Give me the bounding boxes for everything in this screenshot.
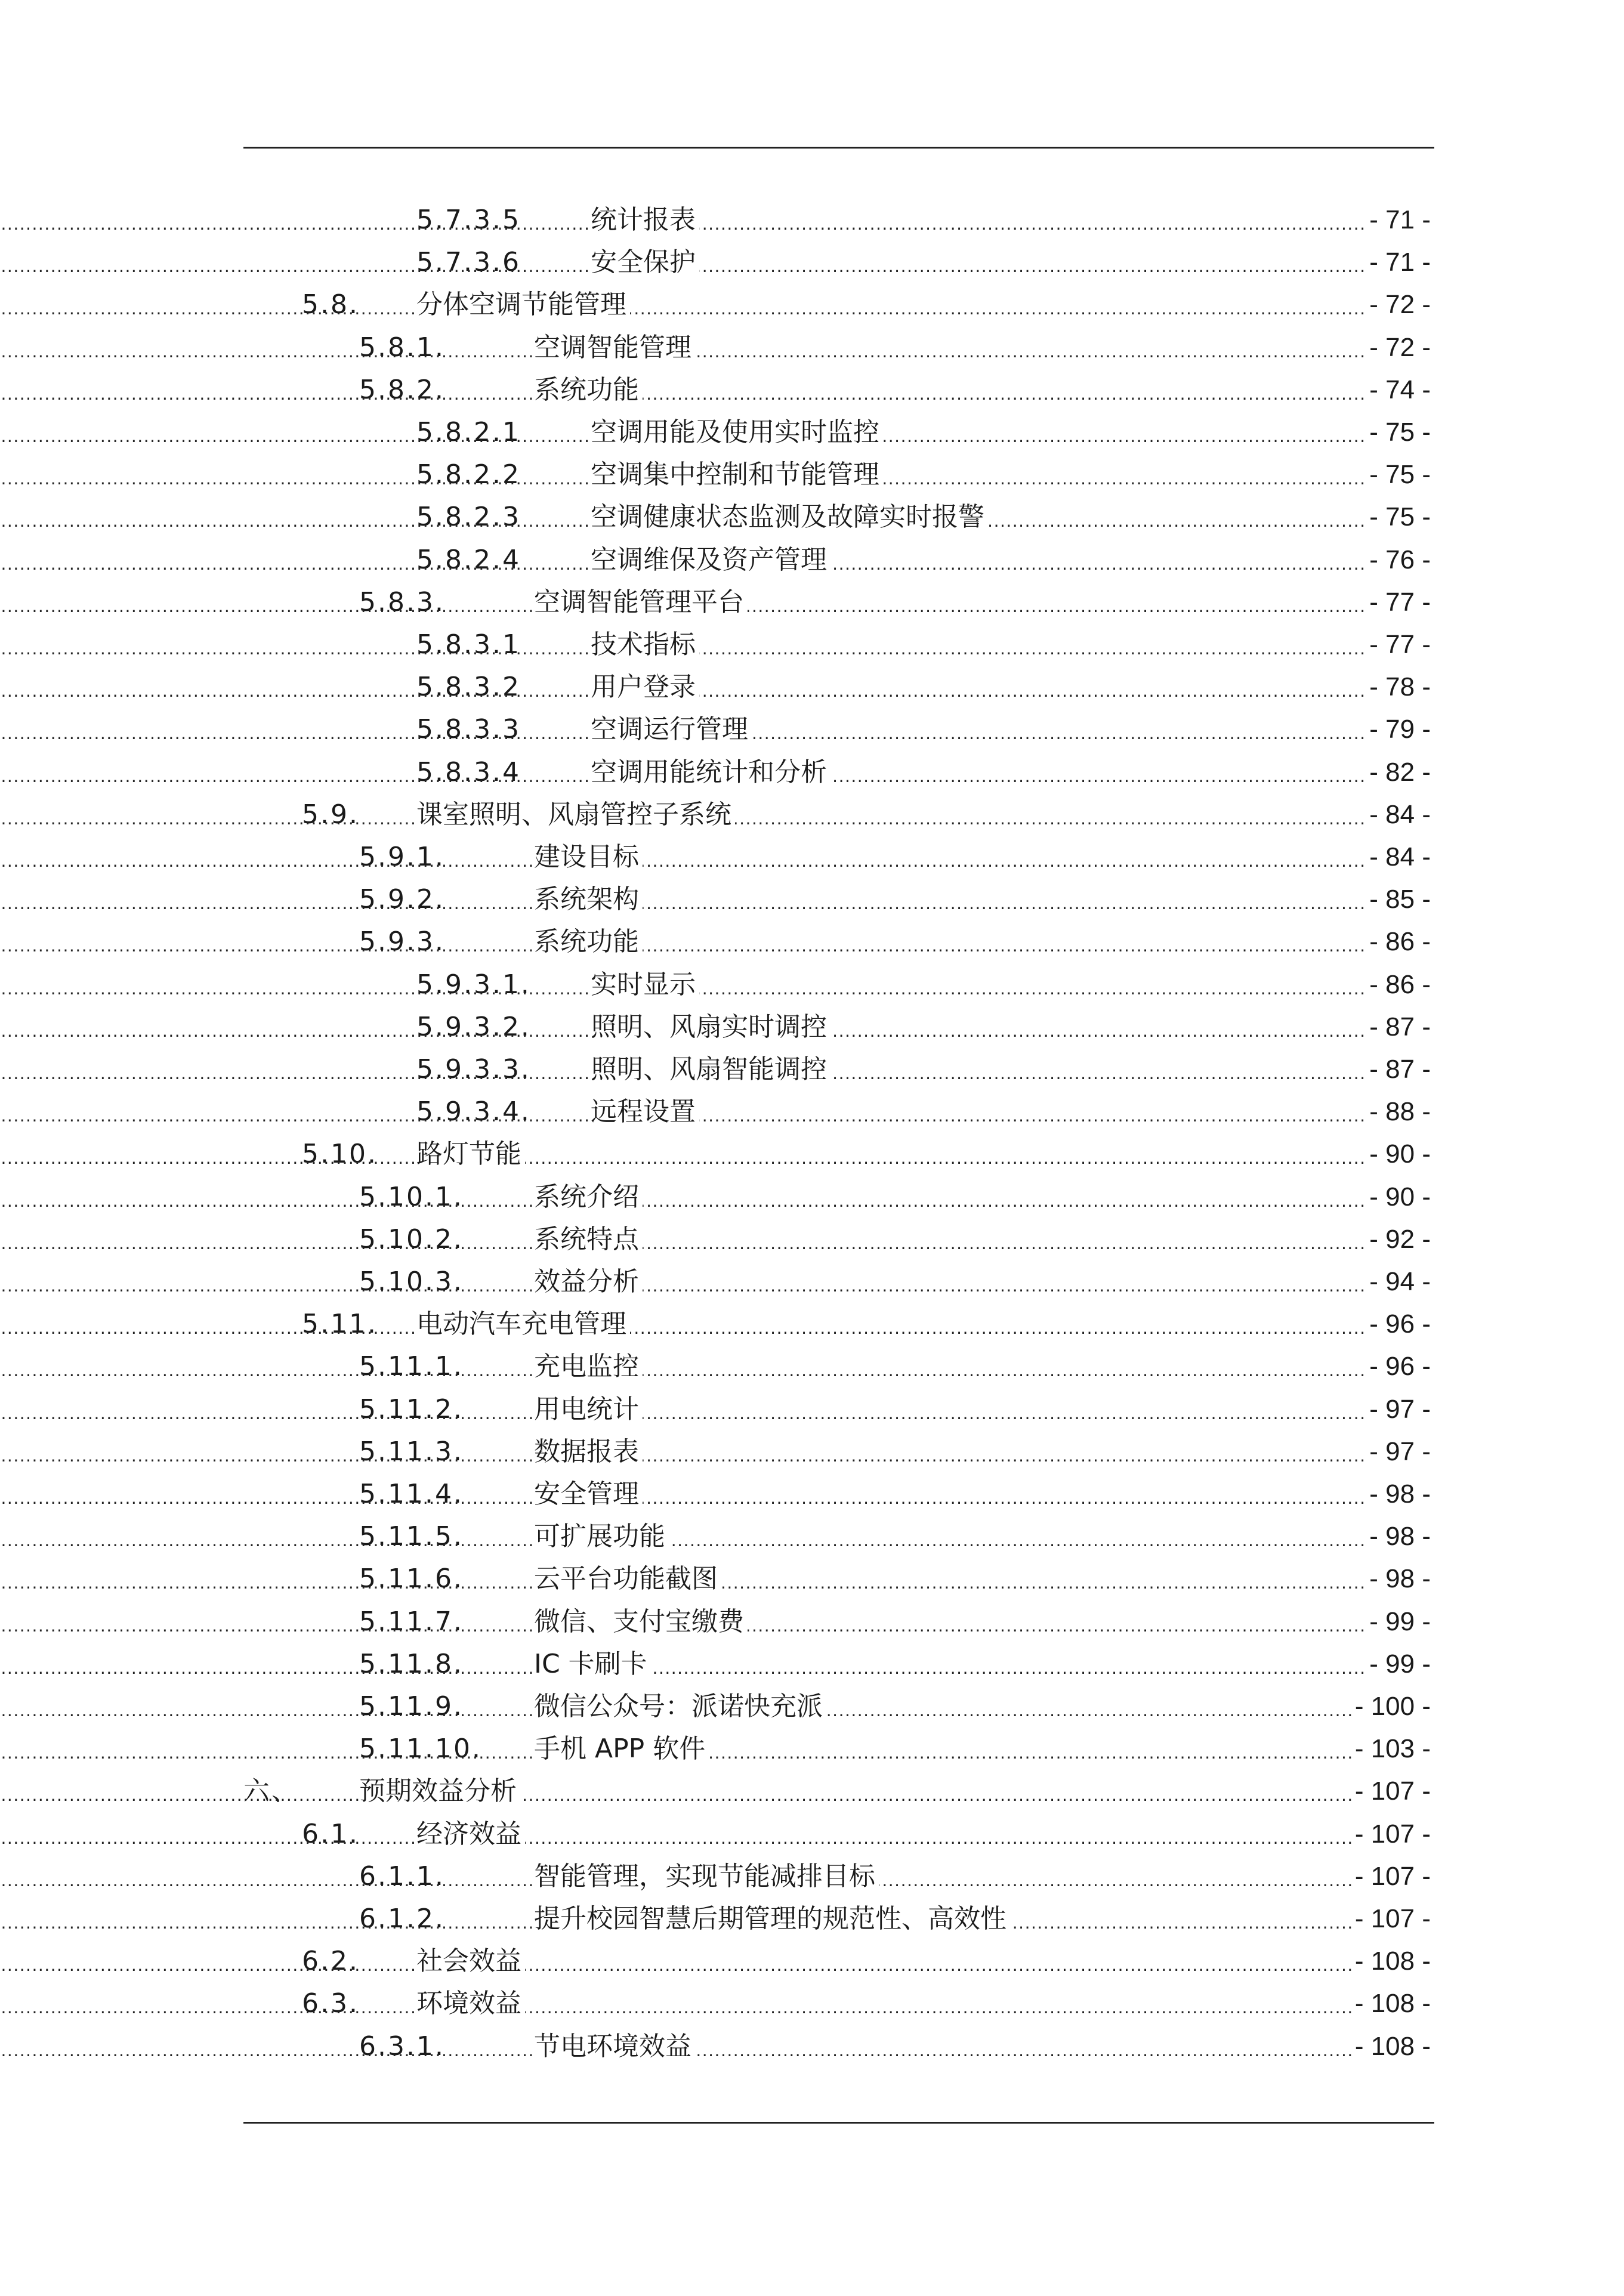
toc-entry-title: 空调用能统计和分析 <box>591 751 830 793</box>
header-rule <box>243 147 1434 149</box>
toc-entry-number: 5.8.2.1 <box>416 417 521 447</box>
toc-entry-title: 空调健康状态监测及故障实时报警 <box>591 496 988 538</box>
dot-leader <box>0 369 1372 411</box>
dot-leader <box>0 1940 1372 1982</box>
toc-entry-title: 课室照明、风扇管控子系统 <box>416 793 735 836</box>
toc-entry-page: - 82 - <box>1366 751 1431 793</box>
toc-entry-title: 用户登录 <box>591 666 699 708</box>
toc-entry-number: 6.1.2. <box>359 1903 445 1934</box>
toc-entry-number: 5.11.5. <box>359 1521 464 1552</box>
toc-entry[interactable] <box>0 751 1624 793</box>
toc-entry[interactable] <box>0 1898 1624 1940</box>
toc-entry-page: - 86 - <box>1366 920 1431 963</box>
toc-entry-title: 节电环境效益 <box>534 2025 695 2068</box>
toc-entry-title: 手机 APP 软件 <box>534 1728 709 1770</box>
toc-entry-page: - 86 - <box>1366 963 1431 1006</box>
toc-entry-title: 智能管理，实现节能减排目标 <box>534 1855 879 1898</box>
toc-entry-number: 5.8.3.3 <box>416 714 521 745</box>
toc-entry[interactable] <box>0 878 1624 920</box>
toc-entry-title: IC 卡刷卡 <box>534 1643 651 1685</box>
toc-entry-page: - 97 - <box>1366 1388 1431 1430</box>
toc-entry-number: 6.2. <box>302 1946 359 1977</box>
dot-leader <box>0 1982 1372 2025</box>
toc-entry[interactable] <box>0 1855 1624 1898</box>
toc-entry-title: 远程设置 <box>591 1090 699 1133</box>
toc-entry-page: - 72 - <box>1366 283 1431 326</box>
toc-entry-number: 6.1.1. <box>359 1861 445 1892</box>
toc-entry-page: - 100 - <box>1351 1685 1431 1728</box>
toc-entry-number: 6.3. <box>302 1988 359 2019</box>
toc-entry-title: 统计报表 <box>591 199 699 241</box>
toc-entry[interactable] <box>0 1473 1624 1515</box>
toc-entry-title: 充电监控 <box>534 1345 643 1388</box>
dot-leader <box>0 1770 1372 1812</box>
toc-entry-page: - 98 - <box>1366 1473 1431 1515</box>
toc-entry-title: 数据报表 <box>534 1430 643 1473</box>
toc-entry-page: - 75 - <box>1366 411 1431 453</box>
toc-entry-number: 六、 <box>243 1776 300 1807</box>
toc-entry-title: 照明、风扇实时调控 <box>591 1006 830 1048</box>
toc-entry-title: 空调运行管理 <box>591 708 752 750</box>
toc-entry-number: 5.9.3.1. <box>416 969 531 1000</box>
toc-entry-page: - 71 - <box>1366 241 1431 283</box>
toc-entry-page: - 108 - <box>1351 1940 1431 1982</box>
toc-entry-title: 分体空调节能管理 <box>416 283 630 326</box>
toc-entry-page: - 84 - <box>1366 836 1431 878</box>
toc-entry-page: - 75 - <box>1366 496 1431 538</box>
toc-entry-page: - 72 - <box>1366 326 1431 369</box>
toc-entry-title: 空调智能管理平台 <box>534 581 748 623</box>
toc-entry[interactable] <box>0 1515 1624 1558</box>
toc-entry-page: - 96 - <box>1366 1345 1431 1388</box>
toc-entry-page: - 74 - <box>1366 369 1431 411</box>
toc-entry[interactable] <box>0 1643 1624 1685</box>
toc-entry[interactable] <box>0 283 1624 326</box>
toc-entry-number: 5.11.3. <box>359 1436 464 1467</box>
toc-entry-page: - 107 - <box>1351 1813 1431 1855</box>
toc-entry-number: 5.11.7. <box>359 1606 464 1637</box>
toc-entry-number: 5.11.8. <box>359 1648 464 1679</box>
toc-entry-number: 5.11. <box>302 1309 378 1340</box>
toc-entry-page: - 71 - <box>1366 199 1431 241</box>
toc-entry-number: 5.11.1. <box>359 1351 464 1382</box>
toc-entry-number: 5.9.3.4. <box>416 1096 531 1127</box>
toc-entry-title: 提升校园智慧后期管理的规范性、高效性 <box>534 1898 1010 1940</box>
toc-entry-title: 实时显示 <box>591 963 699 1006</box>
toc-entry-title: 电动汽车充电管理 <box>416 1303 630 1345</box>
toc-entry-page: - 94 - <box>1366 1260 1431 1303</box>
toc-entry[interactable] <box>0 199 1624 241</box>
toc-entry-title: 系统功能 <box>534 369 643 411</box>
toc-entry-number: 5.8.2.4 <box>416 544 521 575</box>
toc-entry[interactable] <box>0 1558 1624 1600</box>
dot-leader <box>0 836 1372 878</box>
toc-entry-page: - 96 - <box>1366 1303 1431 1345</box>
toc-entry-title: 社会效益 <box>416 1940 525 1982</box>
toc-entry-number: 5.11.10. <box>359 1733 482 1765</box>
toc-entry-number: 5.10.1. <box>359 1181 464 1212</box>
toc-entry-number: 5.9. <box>302 799 359 830</box>
dot-leader <box>0 1388 1372 1430</box>
toc-entry-number: 5.11.6. <box>359 1563 464 1594</box>
toc-entry-title: 路灯节能 <box>416 1133 525 1175</box>
toc-entry-number: 5.9.3. <box>359 926 445 957</box>
dot-leader <box>0 1133 1372 1175</box>
toc-entry-title: 空调集中控制和节能管理 <box>591 453 883 496</box>
toc-entry-number: 5.8. <box>302 289 359 320</box>
toc-entry-number: 5.8.2.3 <box>416 502 521 533</box>
toc-entry-page: - 85 - <box>1366 878 1431 920</box>
toc-entry-title: 经济效益 <box>416 1813 525 1855</box>
toc-entry-page: - 92 - <box>1366 1218 1431 1260</box>
toc-entry-page: - 108 - <box>1351 1982 1431 2025</box>
toc-entry[interactable] <box>0 1218 1624 1260</box>
toc-entry-number: 6.1. <box>302 1818 359 1849</box>
toc-entry-number: 5.7.3.6 <box>416 247 521 278</box>
toc-entry[interactable] <box>0 1388 1624 1430</box>
toc-entry-number: 5.11.4. <box>359 1479 464 1509</box>
toc-entry-page: - 98 - <box>1366 1515 1431 1558</box>
toc-entry-page: - 77 - <box>1366 623 1431 666</box>
toc-entry-page: - 90 - <box>1366 1176 1431 1218</box>
toc-entry-title: 效益分析 <box>534 1260 643 1303</box>
toc-entry-number: 5.11.9. <box>359 1691 464 1722</box>
toc-entry-number: 5.8.1. <box>359 332 445 363</box>
dot-leader <box>0 1643 1372 1685</box>
dot-leader <box>0 1176 1372 1218</box>
toc-entry[interactable] <box>0 1600 1624 1643</box>
toc-entry[interactable] <box>0 963 1624 1006</box>
toc-entry-title: 系统功能 <box>534 920 643 963</box>
toc-entry[interactable] <box>0 1982 1624 2025</box>
toc-entry-number: 5.10.3. <box>359 1266 464 1297</box>
toc-entry[interactable] <box>0 1303 1624 1345</box>
toc-entry-page: - 108 - <box>1351 2025 1431 2068</box>
toc-entry-title: 微信、支付宝缴费 <box>534 1600 748 1643</box>
toc-entry-page: - 84 - <box>1366 793 1431 836</box>
toc-entry-page: - 87 - <box>1366 1048 1431 1090</box>
toc-entry-title: 可扩展功能 <box>534 1515 669 1558</box>
toc-entry-number: 5.8.2.2 <box>416 459 521 490</box>
toc-entry-page: - 76 - <box>1366 539 1431 581</box>
toc-entry-title: 系统特点 <box>534 1218 643 1260</box>
toc-entry-number: 5.8.2. <box>359 374 445 405</box>
toc-entry-page: - 97 - <box>1366 1430 1431 1473</box>
toc-entry-title: 建设目标 <box>534 836 643 878</box>
toc-entry[interactable] <box>0 1048 1624 1090</box>
toc-entry-page: - 99 - <box>1366 1600 1431 1643</box>
dot-leader <box>0 1813 1372 1855</box>
toc-entry[interactable] <box>0 241 1624 283</box>
toc-entry[interactable] <box>0 1260 1624 1303</box>
toc-entry[interactable] <box>0 1430 1624 1473</box>
toc-entry[interactable] <box>0 1685 1624 1728</box>
toc-entry[interactable] <box>0 1090 1624 1133</box>
toc-entry[interactable] <box>0 666 1624 708</box>
toc-entry-number: 5.8.3. <box>359 586 445 617</box>
dot-leader <box>0 1303 1372 1345</box>
toc-entry[interactable] <box>0 1728 1624 1770</box>
toc-entry-title: 空调用能及使用实时监控 <box>591 411 883 453</box>
toc-entry-page: - 77 - <box>1366 581 1431 623</box>
toc-entry-number: 5.8.3.2 <box>416 672 521 703</box>
toc-entry[interactable] <box>0 496 1624 538</box>
toc-entry-title: 用电统计 <box>534 1388 643 1430</box>
toc-entry[interactable] <box>0 453 1624 496</box>
toc-entry-number: 5.9.3.3. <box>416 1054 531 1084</box>
toc-entry[interactable] <box>0 623 1624 666</box>
toc-entry-page: - 90 - <box>1366 1133 1431 1175</box>
toc-entry[interactable] <box>0 836 1624 878</box>
toc-entry-number: 5.8.3.1 <box>416 629 521 660</box>
toc-entry-title: 预期效益分析 <box>359 1770 520 1812</box>
toc-entry-page: - 107 - <box>1351 1855 1431 1898</box>
toc-entry[interactable] <box>0 411 1624 453</box>
toc-entry-page: - 78 - <box>1366 666 1431 708</box>
toc-entry[interactable] <box>0 1133 1624 1175</box>
dot-leader <box>0 878 1372 920</box>
toc-entry-page: - 107 - <box>1351 1770 1431 1812</box>
toc-entry-number: 5.11.2. <box>359 1393 464 1424</box>
toc-entry[interactable] <box>0 1940 1624 1982</box>
toc-entry[interactable] <box>0 1813 1624 1855</box>
toc-entry-page: - 87 - <box>1366 1006 1431 1048</box>
toc-entry-page: - 75 - <box>1366 453 1431 496</box>
dot-leader <box>0 1515 1372 1558</box>
toc-entry-page: - 98 - <box>1366 1558 1431 1600</box>
toc-entry-title: 安全保护 <box>591 241 699 283</box>
toc-entry[interactable] <box>0 708 1624 750</box>
toc-entry[interactable] <box>0 1345 1624 1388</box>
dot-leader <box>0 283 1372 326</box>
toc-entry-page: - 99 - <box>1366 1643 1431 1685</box>
dot-leader <box>0 1430 1372 1473</box>
toc-entry[interactable] <box>0 369 1624 411</box>
toc-entry-title: 微信公众号：派诺快充派 <box>534 1685 826 1728</box>
toc-entry[interactable] <box>0 1006 1624 1048</box>
toc-entry-number: 5.9.1. <box>359 842 445 872</box>
toc-entry-title: 空调智能管理 <box>534 326 695 369</box>
toc-entry[interactable] <box>0 793 1624 836</box>
dot-leader <box>0 920 1372 963</box>
toc-entry[interactable] <box>0 581 1624 623</box>
toc-entry-title: 技术指标 <box>591 623 699 666</box>
toc-entry-title: 云平台功能截图 <box>534 1558 721 1600</box>
toc-entry[interactable] <box>0 920 1624 963</box>
toc-entry-page: - 79 - <box>1366 708 1431 750</box>
toc-entry-title: 安全管理 <box>534 1473 643 1515</box>
toc-entry-page: - 107 - <box>1351 1898 1431 1940</box>
toc-entry-number: 6.3.1. <box>359 2031 445 2062</box>
toc-entry-page: - 103 - <box>1351 1728 1431 1770</box>
toc-entry[interactable] <box>0 1176 1624 1218</box>
toc-entry-page: - 88 - <box>1366 1090 1431 1133</box>
toc-entry[interactable] <box>0 326 1624 369</box>
toc-entry-title: 环境效益 <box>416 1982 525 2025</box>
toc-entry-number: 5.10. <box>302 1139 378 1170</box>
toc-entry-number: 5.7.3.5 <box>416 205 521 235</box>
toc-entry-number: 5.9.3.2. <box>416 1011 531 1042</box>
toc-entry-number: 5.8.3.4 <box>416 756 521 787</box>
dot-leader <box>0 1345 1372 1388</box>
toc-entry-title: 系统介绍 <box>534 1176 643 1218</box>
toc-entry[interactable] <box>0 1770 1624 1812</box>
dot-leader <box>0 1218 1372 1260</box>
toc-entry-number: 5.10.2. <box>359 1223 464 1254</box>
toc-entry[interactable] <box>0 2025 1624 2068</box>
toc-entry-title: 空调维保及资产管理 <box>591 539 830 581</box>
toc-entry-title: 系统架构 <box>534 878 643 920</box>
toc-entry[interactable] <box>0 539 1624 581</box>
dot-leader <box>0 1260 1372 1303</box>
footer-rule <box>243 2122 1434 2124</box>
toc-entry-number: 5.9.2. <box>359 884 445 915</box>
dot-leader <box>0 1473 1372 1515</box>
toc-entry-title: 照明、风扇智能调控 <box>591 1048 830 1090</box>
